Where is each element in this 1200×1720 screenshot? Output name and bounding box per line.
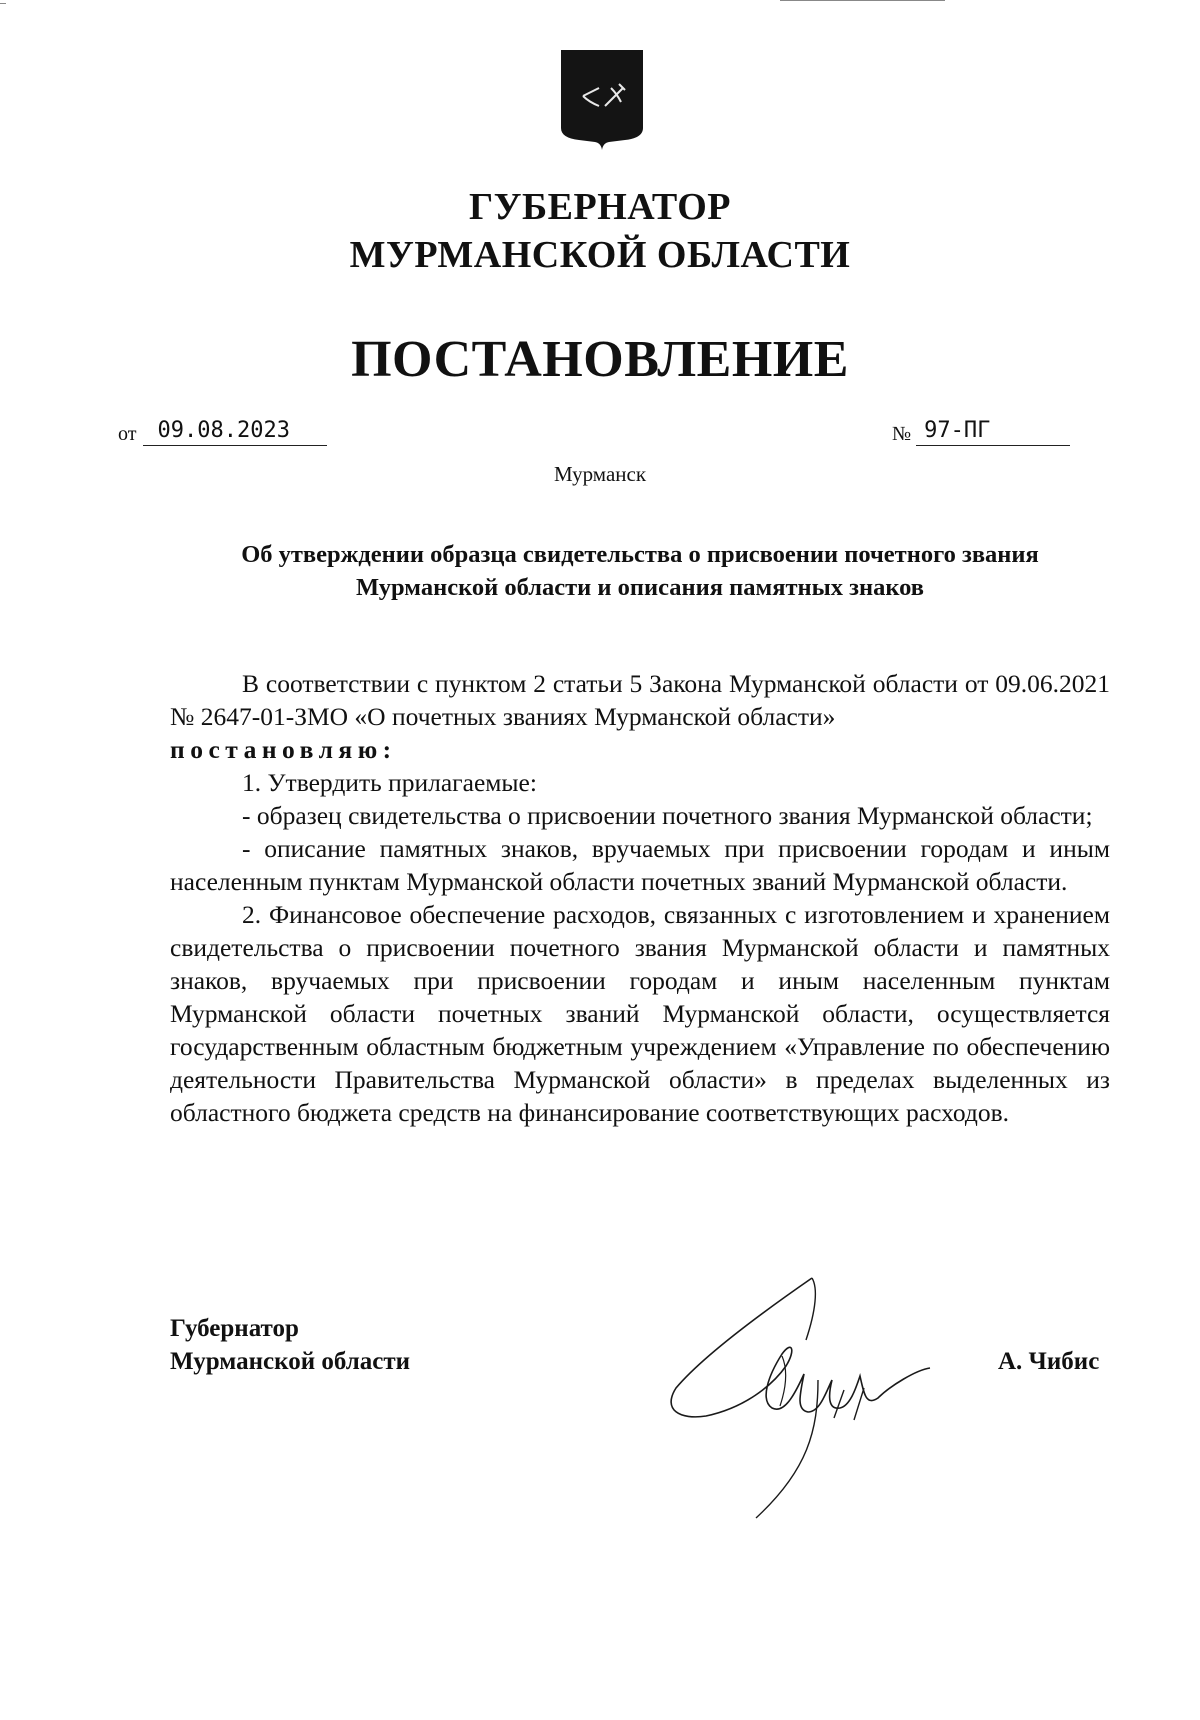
signatory-position-line2: Мурманской области xyxy=(170,1348,411,1375)
subject-heading: Об утверждении образца свидетельства о присвоении почетного звания Мурманской области и описания памятных знаков xyxy=(241,541,1039,601)
city-name: Мурманск xyxy=(553,462,647,486)
item-1: 1. Утвердить прилагаемые: xyxy=(242,768,537,797)
number-label: № xyxy=(892,423,912,445)
handwritten-signature-icon xyxy=(668,1270,958,1520)
document-type-title: ПОСТАНОВЛЕНИЕ xyxy=(351,331,849,388)
authority-title: ГУБЕРНАТОР xyxy=(468,186,732,228)
signatory-position-line1: Губернатор xyxy=(170,1315,299,1342)
signatory-position xyxy=(170,1312,410,1378)
signatory-name: А. Чибис xyxy=(998,1348,1100,1375)
scan-edge-mark xyxy=(0,3,6,4)
preamble-paragraph: В соответствии с пунктом 2 статьи 5 Закона Мурманской области от 09.06.2021 № 2647-01-ЗМО «О почетных званиях Мурманской области» xyxy=(170,669,1110,731)
number-value: 97-ПГ xyxy=(916,418,1070,446)
date-value: 09.08.2023 xyxy=(143,418,327,446)
date-label: от xyxy=(118,423,137,445)
date-field xyxy=(118,418,327,446)
item-1-a: - образец свидетельства о присвоении почетного звания Мурманской области; xyxy=(242,801,1093,830)
item-2: 2. Финансовое обеспечение расходов, связанных с изготовлением и хранением свидетельства о присвоении почетного звания Мурманской области и памятных знаков, вручаемых при присвоении городам и иным населенным пунктам Мурманской области почетных званий Мурманской области, осуществляется государственным областным бюджетным учреждением «Управление по обеспечению деятельности Правительства Мурманской области» в пределах выделенных из областного бюджета средств на финансирование соответствующих расходов. xyxy=(170,900,1110,1127)
item-1-b: - описание памятных знаков, вручаемых при присвоении городам и иным населенным пунктам Мурманской области почетных званий Мурманской области. xyxy=(170,834,1110,896)
coat-of-arms-icon xyxy=(559,48,645,152)
document-body xyxy=(170,667,1110,1129)
number-field xyxy=(892,418,1070,446)
scan-edge-line xyxy=(780,0,945,1)
resolve-word: постановляю: xyxy=(170,735,397,764)
authority-region: МУРМАНСКОЙ ОБЛАСТИ xyxy=(349,234,851,276)
